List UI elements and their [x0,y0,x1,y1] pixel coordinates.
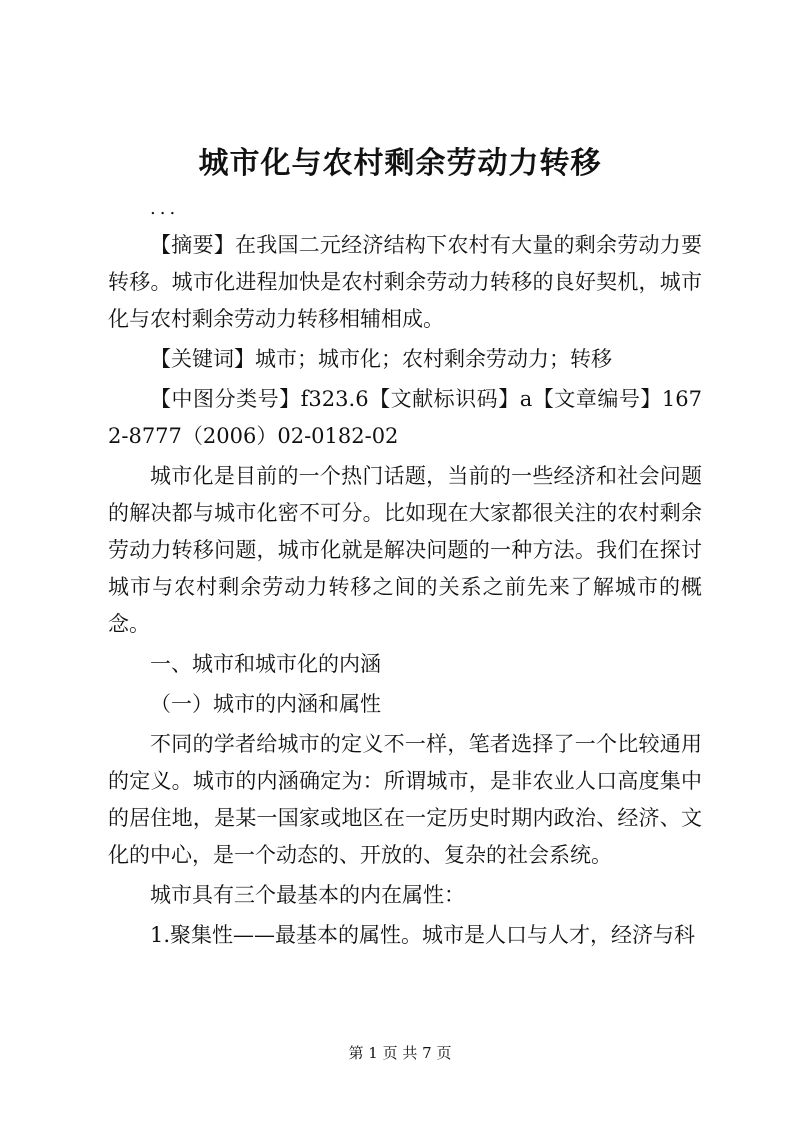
body-paragraph: 城市具有三个最基本的内在属性： [150,883,465,907]
subsection-heading: （一）城市的内涵和属性 [150,692,381,716]
document-title: 城市化与农村剩余劳动力转移 [198,146,602,181]
body-paragraph: 城市化是目前的一个热门话题，当前的一些经济和社会问题的解决都与城市化密不可分。比如现在大家都很关注的农村剩余劳动力转移问题，城市化就是解决问题的一种方法。我们在探讨城市与农村剩余劳动力转移之间的关系之前先来了解城市的概念。 [108,464,702,636]
section-heading: 一、城市和城市化的内涵 [150,652,381,676]
ellipsis-text: ... [150,198,180,219]
body-paragraph: 1.聚集性——最基本的属性。城市是人口与人才，经济与科 [150,923,696,947]
body-paragraph: 不同的学者给城市的定义不一样，笔者选择了一个比较通用的定义。城市的内涵确定为：所谓城市，是非农业人口高度集中的居住地，是某一国家或地区在一定历史时期内政治、经济、文化的中心，是一个动态的、开放的、复杂的社会系统。 [108,732,702,867]
abstract-paragraph: 【摘要】在我国二元经济结构下农村有大量的剩余劳动力要转移。城市化进程加快是农村剩余劳动力转移的良好契机，城市化与农村剩余劳动力转移相辅相成。 [108,233,702,331]
document-body [108,227,702,954]
page-footer: 第 1 页 共 7 页 [348,1044,452,1062]
classification-paragraph: 【中图分类号】f323.6【文献标识码】a【文章编号】1672-8777（2006）02-0182-02 [108,387,702,448]
keywords-paragraph: 【关键词】城市；城市化；农村剩余劳动力；转移 [150,347,612,371]
